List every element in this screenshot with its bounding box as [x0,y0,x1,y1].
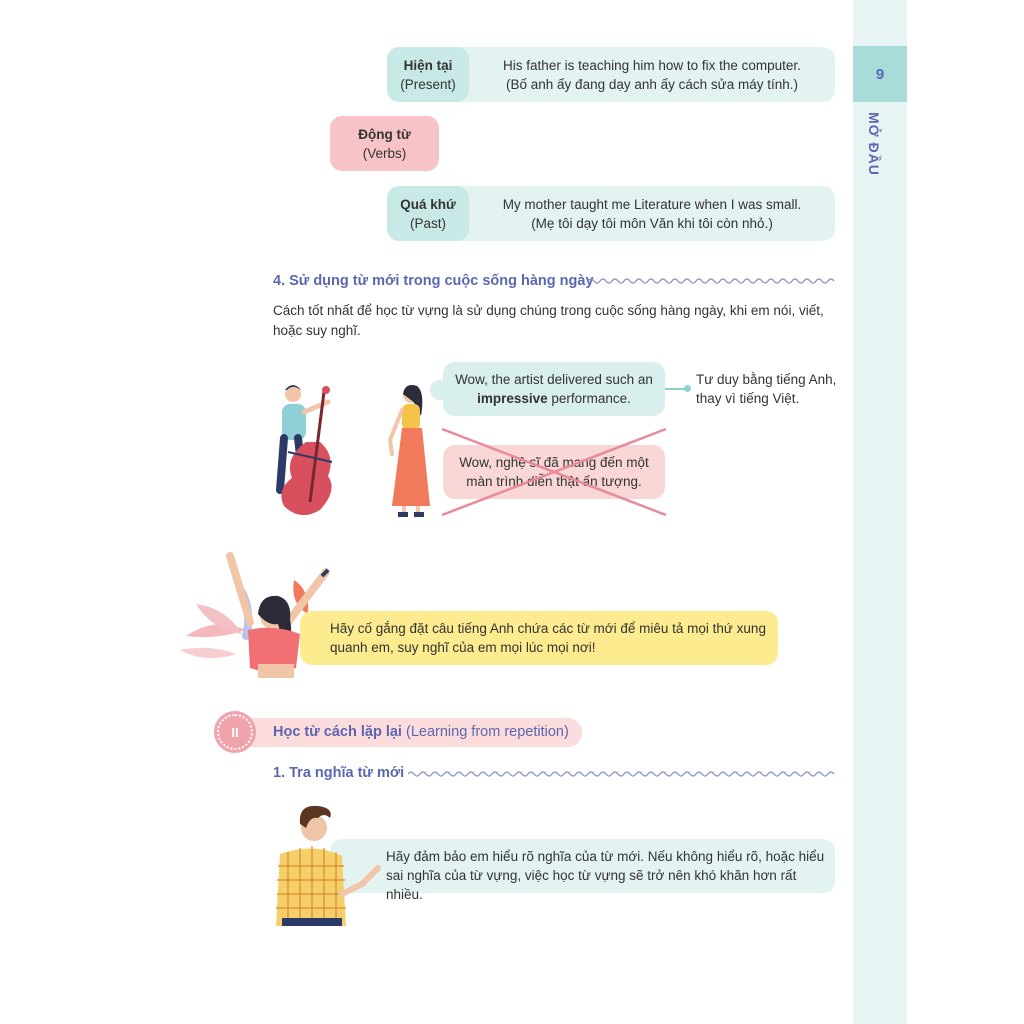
past-label-box [387,186,469,241]
section2-title-en: (Learning from repetition) [406,724,569,740]
section2-title [273,723,569,742]
present-example [469,47,835,102]
past-example-vi: (Mẹ tôi dạy tôi môn Văn khi tôi còn nhỏ.) [531,215,773,231]
section2-title-vi: Học từ cách lặp lại [273,724,402,740]
meaning-tip-box: Hãy đảm bảo em hiểu rõ nghĩa của từ mới. Nếu không hiểu rõ, hoặc hiểu sai nghĩa của từ vựng, việc học từ vựng sẽ trở nên khó khăn hơn rất nhiều. [330,839,835,893]
chapter-title: MỞ ĐẦU [866,112,882,176]
verbs-sub-label: (Verbs) [362,145,407,161]
note-connector-dot [684,385,691,392]
man-thinking-illustration [272,804,384,928]
impressive-word: impressive [477,391,548,406]
present-sub-label: (Present) [400,76,456,92]
page-number: 9 [853,46,907,102]
past-example [469,186,835,241]
past-example-en: My mother taught me Literature when I was small. [502,196,802,212]
section4-wave-divider [588,276,836,286]
present-label: Hiện tại [403,57,453,73]
section2-numeral-badge: II [217,714,253,750]
past-label: Quá khứ [400,196,456,212]
section4-paragraph: Cách tốt nhất để học từ vựng là sử dụng chúng trong cuộc sống hàng ngày, khi em nói, viết, hoặc suy nghĩ. [273,303,824,338]
present-example-en: His father is teaching him how to fix the computer. [503,57,801,73]
encouragement-box: Hãy cố gắng đặt câu tiếng Anh chứa các từ mới để miêu tả mọi thứ xung quanh em, suy nghĩ của em mọi lúc mọi nơi! [300,611,778,665]
verbs-box [330,116,439,171]
english-bubble-rest: performance. [551,391,631,406]
vietnamese-bubble-line2: màn trình diễn thật ấn tượng. [466,474,642,489]
english-bubble-line2 [477,389,631,408]
english-speech-bubble [443,362,665,416]
think-in-english-note: Tư duy bằng tiếng Anh, thay vì tiếng Việt. [696,372,837,406]
cross-out-icon [440,425,668,519]
present-row [387,47,835,102]
cello-player-illustration [268,382,348,520]
subsection1-heading: 1. Tra nghĩa từ mới [273,765,405,781]
english-bubble-line1: Wow, the artist delivered such an [455,372,653,387]
present-example-vi: (Bố anh ấy đang dạy anh ấy cách sửa máy tính.) [506,76,798,92]
past-sub-label: (Past) [409,215,446,231]
vietnamese-bubble-line1: Wow, nghệ sĩ đã mang đến một [459,455,649,470]
section4-heading: 4. Sử dụng từ mới trong cuộc sống hàng ngày [273,273,594,289]
past-row [387,186,835,241]
woman-illustration [384,384,434,520]
verbs-label: Động từ [358,126,411,142]
present-label-box [387,47,469,102]
subsection1-wave-divider [408,769,836,779]
